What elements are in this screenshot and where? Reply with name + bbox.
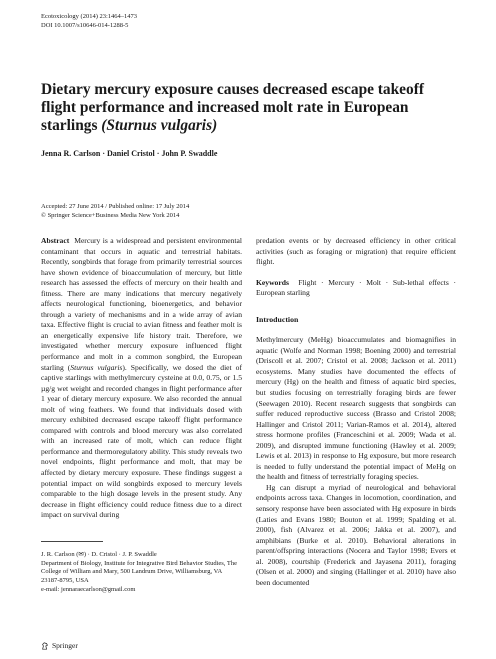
springer-horse-icon (41, 642, 49, 650)
abstract-species: Sturnus vulgaris (70, 362, 123, 372)
title-species: (Sturnus vulgaris) (101, 117, 218, 134)
publisher-name: Springer (52, 641, 78, 650)
abstract-text-1: Mercury is a widespread and persistent environmental contaminant that occurs in aquatic and terrestrial habitats. Recently, songbirds that forage from primarily terrestrial sources have shown evidence of bioaccumulation of mercury, but little research has assessed the effects of mercury on their health and fitness. There are many indications that mercury negatively affects neurological functioning, bioenergetics, and behavior through a variety of mechanisms and in a wide array of avian taxa. Effective flight is crucial to avian fitness and feather molt is an energetically expensive life history trait. Therefore, we investigated whether mercury exposure influenced flight performance and molt in a common songbird, the European starling ( (41, 236, 243, 372)
publisher-footer (41, 641, 78, 650)
copyright-notice: © Springer Science+Business Media New York 2014 (41, 212, 180, 219)
intro-paragraph-2: Hg can disrupt a myriad of neurological and behavioral endpoints across taxa. Changes in locomotion, coordination, and sensory response have been associated with Hg exposure in birds (Laties and Evans 1980; Bouton et al. 1999; Spalding et al. 2000), fish (Alvarez et al. 2006; Jakka et al. 2007), and amphibians (Burke et al. 2010). Behavioral alterations in parent/offspring interactions (Nocera and Taylor 1998; Evers et al. 2008), courtship (Frederick and Jayasena 2011), foraging (Olsen et al. 2000) and singing (Hallinger et al. 2010) have also been documented (256, 482, 456, 587)
affiliation-authors: J. R. Carlson (✉) · D. Cristol · J. P. Swaddle (41, 551, 157, 558)
affiliation-email[interactable]: e-mail: jennaraecarlson@gmail.com (41, 585, 136, 593)
journal-citation: Ecotoxicology (2014) 23:1464–1473 (41, 13, 138, 20)
abstract-continuation: predation events or by decreased efficiency in other critical activities (such as foraging or migration) that require efficient flight. (256, 236, 456, 267)
abstract (41, 236, 242, 521)
article-title (41, 81, 461, 135)
title-text: Dietary mercury exposure causes decreased escape takeoff flight performance and increased molt rate in European starlings (41, 81, 424, 134)
keywords-text: Flight · Mercury · Molt · Sub-lethal effects · European starling (256, 277, 457, 298)
keywords-label: Keywords (256, 277, 289, 287)
abstract-text-2: ). Specifically, we dosed the diet of captive starlings with methylmercury cysteine at 0.0, 0.75, or 1.5 µg/g wet weight and recorded changes in flight performance after 1 year of dietary mercury exposure. We also recorded the annual molt of wing feathers. We found that individuals dosed with mercury exhibited decreased escape takeoff flight performance compared with controls and blood mercury was also correlated with an increased rate of molt, which can reduce flight performance and thermoregulatory ability. This study reveals two novel endpoints, flight performance and molt, that may be affected by dietary mercury exposure. These findings suggest a potential impact on wild songbirds exposed to mercury levels comparable to the high dosage levels in the present study. Any decrease in flight efficiency could reduce fitness due to a direct impact on survival during (41, 362, 242, 520)
affiliation-block (41, 551, 241, 595)
keywords (256, 278, 456, 299)
doi: DOI 10.1007/s10646-014-1288-5 (41, 22, 129, 29)
intro-paragraph-1: Methylmercury (MeHg) bioaccumulates and biomagnifies in aquatic (Wolfe and Norman 1998; Boening 2000) and terrestrial (Driscoll et al. 2007; Cristol et al. 2008; Jackson et al. 2011) ecosystems. Many studies have documented the effects of mercury (Hg) on the health and fitness of aquatic bird species, but studies focusing on terrestrially foraging birds are fewer (Seewagen 2010). Recent research suggests that songbirds can suffer reduced reproductive success (Brasso and Cristol 2008; Hallinger and Cristol 2011; Varian-Ramos et al. 2014), altered stress hormone profiles (Franceschini et al. 2009; Wada et al. 2009), and disrupted immune functioning (Hawley et al. 2009; Lewis et al. 2013) in response to Hg exposure, but more research is needed to fully understand the potential impact of MeHg on the health and fitness of terrestrially foraging species. (256, 335, 456, 482)
affiliation-department: Department of Biology, Institute for Integrative Bird Behavior Studies, The College of William and Mary, 500 Landrum Drive, Williamsburg, VA 23187-8795, USA (41, 559, 238, 585)
publication-dates: Accepted: 27 June 2014 / Published online: 17 July 2014 (41, 203, 190, 210)
section-heading-introduction: Introduction (256, 314, 299, 324)
abstract-label: Abstract (41, 236, 70, 245)
footnote-rule (41, 541, 103, 542)
author-list: Jenna R. Carlson · Daniel Cristol · John P. Swaddle (41, 149, 218, 158)
right-column (256, 236, 456, 588)
